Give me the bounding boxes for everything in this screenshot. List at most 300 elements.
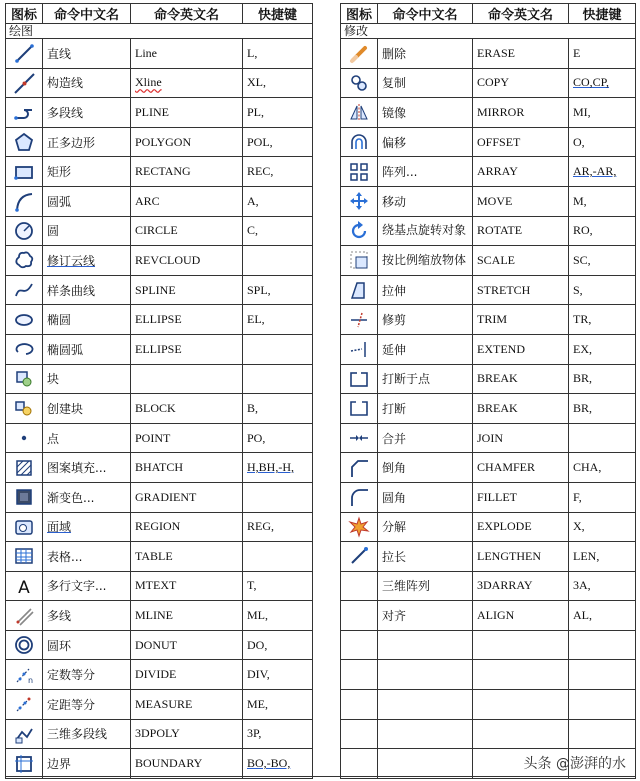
cn-name-cell [43, 571, 131, 601]
shortcut-cell-text: BR, [573, 371, 593, 386]
cn-name-cell [378, 453, 473, 483]
en-name-cell-text: REVCLOUD [135, 252, 201, 267]
cn-name-cell-text: 修剪 [382, 313, 407, 328]
icon-cell [341, 364, 378, 394]
gradient-icon [13, 486, 35, 508]
shortcut-cell-text: EL, [247, 312, 265, 327]
cn-name-cell-text: 合并 [382, 431, 407, 446]
cn-name-cell-text: 打断 [382, 401, 407, 416]
ellipse-arc-icon [13, 338, 35, 360]
cn-name-cell [378, 719, 473, 749]
shortcut-cell [243, 690, 313, 720]
en-name-cell-text: RECTANG [135, 164, 191, 179]
shortcut-cell-text: REC, [247, 164, 274, 179]
icon-cell [6, 39, 43, 69]
en-name-cell-text: ELLIPSE [135, 341, 182, 356]
cn-name-cell-text: 定距等分 [47, 697, 96, 712]
cn-name-cell [378, 246, 473, 276]
en-name-cell-text: EXPLODE [477, 519, 532, 534]
table-row [6, 601, 313, 631]
point-icon [13, 427, 35, 449]
cn-name-cell-text: 定数等分 [47, 668, 96, 683]
icon-cell [341, 719, 378, 749]
divide-icon [13, 664, 35, 686]
shortcut-cell-text: BO,-BO, [247, 756, 291, 771]
table-icon [13, 545, 35, 567]
table-row [6, 186, 313, 216]
cn-name-cell-text: 多线 [47, 609, 72, 624]
cn-name-cell [378, 186, 473, 216]
table-row [6, 749, 313, 779]
icon-cell [6, 630, 43, 660]
icon-cell [341, 512, 378, 542]
en-name-cell-text: MIRROR [477, 104, 525, 119]
region-icon [13, 516, 35, 538]
shortcut-cell-text: 3P, [247, 726, 262, 741]
table-row [6, 68, 313, 98]
shortcut-cell [569, 660, 636, 690]
shortcut-cell [243, 334, 313, 364]
cn-name-cell-text: 块 [47, 372, 60, 387]
shortcut-cell [243, 660, 313, 690]
shortcut-cell [243, 749, 313, 779]
en-name-cell [131, 601, 243, 631]
cn-name-cell [43, 186, 131, 216]
right-command-table [340, 3, 636, 779]
shortcut-cell [569, 512, 636, 542]
en-name-cell [131, 98, 243, 128]
break-at-point-icon [348, 368, 370, 390]
icon-cell [6, 423, 43, 453]
circle-icon [13, 220, 35, 242]
icon-cell [341, 601, 378, 631]
header-en-name: 命令英文名 [131, 4, 243, 24]
spline-icon [13, 279, 35, 301]
svg-text:A: A [18, 577, 30, 597]
en-name-cell-text: ALIGN [477, 608, 515, 623]
create-block-icon [13, 397, 35, 419]
cn-name-cell [43, 749, 131, 779]
cn-name-cell [378, 690, 473, 720]
en-name-cell [473, 157, 569, 187]
table-row [6, 542, 313, 572]
en-name-cell [131, 334, 243, 364]
table-row [6, 719, 313, 749]
table-row [341, 246, 636, 276]
en-name-cell [473, 186, 569, 216]
cn-name-cell [43, 719, 131, 749]
cn-name-cell [378, 68, 473, 98]
icon-cell [341, 246, 378, 276]
cn-name-cell [378, 275, 473, 305]
en-name-cell [131, 482, 243, 512]
en-name-cell-text: ERASE [477, 45, 516, 60]
en-name-cell [473, 512, 569, 542]
table-row [6, 157, 313, 187]
shortcut-cell [569, 246, 636, 276]
shortcut-cell-text: CO,CP, [573, 75, 610, 90]
table-row [6, 512, 313, 542]
shortcut-cell [243, 571, 313, 601]
cn-name-cell-text: 椭圆弧 [47, 342, 84, 357]
en-name-cell-text: Line [135, 45, 157, 60]
icon-cell [6, 68, 43, 98]
cn-name-cell [378, 423, 473, 453]
shortcut-cell-text: C, [247, 223, 259, 238]
shortcut-cell [243, 482, 313, 512]
icon-cell [6, 542, 43, 572]
cn-name-cell-text: 圆弧 [47, 194, 72, 209]
cn-name-cell-text: 偏移 [382, 135, 407, 150]
shortcut-cell [569, 275, 636, 305]
en-name-cell [131, 690, 243, 720]
shortcut-cell-text: L, [247, 45, 258, 60]
icon-cell [6, 394, 43, 424]
table-row [6, 216, 313, 246]
en-name-cell-text: SPLINE [135, 282, 176, 297]
en-name-cell-text: 3DPOLY [135, 726, 180, 741]
en-name-cell-text: 3DARRAY [477, 578, 533, 593]
trim-icon [348, 309, 370, 331]
fillet-icon [348, 486, 370, 508]
en-name-cell [131, 542, 243, 572]
en-name-cell [473, 542, 569, 572]
table-row [6, 690, 313, 720]
shortcut-cell [569, 482, 636, 512]
icon-cell [341, 305, 378, 335]
table-row [341, 482, 636, 512]
en-name-cell-text: MLINE [135, 608, 173, 623]
en-name-cell-text: CHAMFER [477, 460, 536, 475]
en-name-cell-text: MOVE [477, 193, 513, 208]
icon-cell [6, 482, 43, 512]
cn-name-cell-text: 创建块 [47, 401, 84, 416]
header-en-name: 命令英文名 [473, 4, 569, 24]
cn-name-cell [43, 542, 131, 572]
cn-name-cell [43, 127, 131, 157]
en-name-cell-text: CIRCLE [135, 223, 178, 238]
shortcut-cell-text: REG, [247, 519, 274, 534]
table-row [6, 246, 313, 276]
chamfer-icon [348, 457, 370, 479]
en-name-cell [131, 571, 243, 601]
cn-name-cell-text: 椭圆 [47, 313, 72, 328]
table-row [341, 630, 636, 660]
shortcut-cell-text: BR, [573, 400, 593, 415]
en-name-cell [473, 68, 569, 98]
revcloud-icon [13, 249, 35, 271]
line-icon [13, 42, 35, 64]
cn-name-cell [43, 453, 131, 483]
en-name-cell [473, 246, 569, 276]
shortcut-cell-text: AL, [573, 608, 592, 623]
table-row [341, 39, 636, 69]
en-name-cell [473, 690, 569, 720]
icon-cell [6, 275, 43, 305]
cn-name-cell [378, 98, 473, 128]
en-name-cell-text: STRETCH [477, 282, 531, 297]
shortcut-cell-text: RO, [573, 223, 593, 238]
en-name-cell-text: ARRAY [477, 164, 518, 179]
en-name-cell [131, 216, 243, 246]
en-name-cell [473, 571, 569, 601]
icon-cell [341, 453, 378, 483]
shortcut-cell-text: O, [573, 134, 585, 149]
cn-name-cell-text: 多行文字... [47, 579, 107, 594]
icon-cell [341, 98, 378, 128]
cn-name-cell [43, 216, 131, 246]
table-row [341, 275, 636, 305]
svg-text:n: n [28, 675, 34, 685]
en-name-cell-text: SCALE [477, 252, 516, 267]
shortcut-cell [243, 542, 313, 572]
icon-cell [6, 719, 43, 749]
shortcut-cell [243, 186, 313, 216]
en-name-cell-text: MEASURE [135, 696, 193, 711]
cn-name-cell-text: 镜像 [382, 105, 407, 120]
section-row [341, 24, 636, 39]
icon-cell [6, 364, 43, 394]
en-name-cell-text: FILLET [477, 489, 517, 504]
icon-cell [6, 98, 43, 128]
en-name-cell [131, 246, 243, 276]
table-row [6, 127, 313, 157]
table-row [341, 423, 636, 453]
en-name-cell [473, 453, 569, 483]
cn-name-cell [43, 246, 131, 276]
shortcut-cell [243, 39, 313, 69]
en-name-cell [131, 749, 243, 779]
en-name-cell [131, 512, 243, 542]
shortcut-cell [243, 98, 313, 128]
cn-name-cell-text: 对齐 [382, 609, 407, 624]
cn-name-cell-text: 圆角 [382, 490, 407, 505]
shortcut-cell-text: S, [573, 282, 583, 297]
bottom-border [5, 776, 635, 777]
en-name-cell-text: EXTEND [477, 341, 525, 356]
en-name-cell-text: REGION [135, 519, 181, 534]
en-name-cell-text: BREAK [477, 371, 518, 386]
move-icon [348, 190, 370, 212]
table-row [6, 305, 313, 335]
table-row [341, 542, 636, 572]
shortcut-cell [569, 39, 636, 69]
table-row [6, 660, 313, 690]
icon-cell [6, 512, 43, 542]
cn-name-cell-text: 点 [47, 431, 60, 446]
en-name-cell-text: PLINE [135, 104, 169, 119]
shortcut-cell [243, 453, 313, 483]
3dpoly-icon [13, 723, 35, 745]
table-row [341, 334, 636, 364]
en-name-cell-text: BOUNDARY [135, 756, 203, 771]
icon-cell [341, 749, 378, 779]
icon-cell [341, 275, 378, 305]
icon-cell [341, 39, 378, 69]
en-name-cell [473, 127, 569, 157]
shortcut-cell-text: XL, [247, 75, 266, 90]
cn-name-cell [43, 690, 131, 720]
en-name-cell [131, 275, 243, 305]
icon-cell [341, 630, 378, 660]
cn-name-cell-text: 绕基点旋转对象 [382, 223, 467, 238]
shortcut-cell [569, 453, 636, 483]
watermark: 头条 @澎湃的水 [523, 756, 626, 772]
en-name-cell-text: TRIM [477, 312, 507, 327]
icon-cell [341, 216, 378, 246]
header-cn-name: 命令中文名 [43, 4, 131, 24]
cn-name-cell [43, 660, 131, 690]
header-shortcut: 快捷键 [243, 4, 313, 24]
icon-cell [341, 157, 378, 187]
cn-name-cell [378, 571, 473, 601]
cn-name-cell [378, 660, 473, 690]
en-name-cell [131, 453, 243, 483]
en-name-cell-text: ROTATE [477, 223, 523, 238]
shortcut-cell-text: T, [247, 578, 257, 593]
cn-name-cell-text: 三维阵列 [382, 579, 431, 594]
icon-cell [6, 186, 43, 216]
table-row [6, 571, 313, 601]
xline-icon [13, 72, 35, 94]
shortcut-cell-text: SPL, [247, 282, 271, 297]
cn-name-cell [43, 630, 131, 660]
en-name-cell [473, 98, 569, 128]
en-name-cell [473, 216, 569, 246]
en-name-cell-text: DONUT [135, 637, 177, 652]
shortcut-cell [569, 216, 636, 246]
boundary-icon [13, 753, 35, 775]
shortcut-cell [243, 719, 313, 749]
en-name-cell-text: JOIN [477, 430, 503, 445]
polygon-icon [13, 131, 35, 153]
en-name-cell-text: TABLE [135, 548, 173, 563]
shortcut-cell [569, 571, 636, 601]
cn-name-cell-text: 圆环 [47, 638, 72, 653]
en-name-cell [473, 305, 569, 335]
table-row [341, 394, 636, 424]
cn-name-cell-text: 延伸 [382, 342, 407, 357]
shortcut-cell [569, 542, 636, 572]
shortcut-cell-text: B, [247, 400, 259, 415]
shortcut-cell [243, 423, 313, 453]
en-name-cell [131, 660, 243, 690]
header-cn-name: 命令中文名 [378, 4, 473, 24]
cn-name-cell [43, 482, 131, 512]
icon-cell [341, 68, 378, 98]
en-name-cell-text: DIVIDE [135, 667, 177, 682]
en-name-cell [131, 364, 243, 394]
shortcut-cell [569, 630, 636, 660]
icon-cell [6, 749, 43, 779]
en-name-cell [131, 305, 243, 335]
cn-name-cell [378, 364, 473, 394]
en-name-cell-text: OFFSET [477, 134, 521, 149]
table-row [341, 98, 636, 128]
en-name-cell [473, 39, 569, 69]
table-row [6, 364, 313, 394]
cn-name-cell [378, 601, 473, 631]
insert-block-icon [13, 368, 35, 390]
cn-name-cell-text: 修订云线 [47, 253, 96, 268]
shortcut-cell-text: PO, [247, 430, 266, 445]
table-row [341, 305, 636, 335]
cn-name-cell [378, 482, 473, 512]
scale-icon [348, 249, 370, 271]
shortcut-cell-text: H,BH,-H, [247, 460, 294, 475]
shortcut-cell-text: MI, [573, 104, 591, 119]
cn-name-cell-text: 拉伸 [382, 283, 407, 298]
en-name-cell-text: BREAK [477, 400, 518, 415]
mtext-icon [13, 575, 35, 597]
ellipse-icon [13, 309, 35, 331]
table-row [341, 453, 636, 483]
table-row [341, 719, 636, 749]
en-name-cell [131, 394, 243, 424]
shortcut-cell-text: CHA, [573, 460, 602, 475]
table-row [341, 512, 636, 542]
header-icon: 图标 [6, 4, 43, 24]
cn-name-cell-text: 构造线 [47, 76, 84, 91]
hatch-icon [13, 457, 35, 479]
cn-name-cell [43, 394, 131, 424]
shortcut-cell [569, 68, 636, 98]
cn-name-cell [43, 157, 131, 187]
shortcut-cell [243, 630, 313, 660]
shortcut-cell-text: TR, [573, 312, 592, 327]
en-name-cell-text: GRADIENT [135, 489, 197, 504]
icon-cell [341, 690, 378, 720]
shortcut-cell [243, 364, 313, 394]
cn-name-cell [43, 334, 131, 364]
icon-cell [6, 690, 43, 720]
shortcut-cell-text: LEN, [573, 548, 600, 563]
en-name-cell [131, 719, 243, 749]
offset-icon [348, 131, 370, 153]
shortcut-cell [569, 394, 636, 424]
en-name-cell [131, 39, 243, 69]
table-row [341, 601, 636, 631]
en-name-cell-text: COPY [477, 75, 510, 90]
icon-cell [6, 601, 43, 631]
cn-name-cell [43, 39, 131, 69]
en-name-cell [473, 660, 569, 690]
icon-cell [341, 542, 378, 572]
cn-name-cell-text: 删除 [382, 46, 407, 61]
cn-name-cell-text: 倒角 [382, 461, 407, 476]
icon-cell [6, 334, 43, 364]
icon-cell [341, 127, 378, 157]
icon-cell [341, 660, 378, 690]
cn-name-cell-text: 边界 [47, 757, 72, 772]
shortcut-cell [569, 157, 636, 187]
cn-name-cell [378, 542, 473, 572]
section-row [6, 24, 313, 39]
table-row [6, 630, 313, 660]
mirror-icon [348, 101, 370, 123]
en-name-cell [473, 719, 569, 749]
cn-name-cell [43, 305, 131, 335]
icon-cell [341, 571, 378, 601]
icon-cell [341, 423, 378, 453]
icon-cell [6, 216, 43, 246]
cn-name-cell [378, 127, 473, 157]
pline-icon [13, 101, 35, 123]
en-name-cell [473, 334, 569, 364]
table-row [341, 690, 636, 720]
shortcut-cell-text: E [573, 45, 581, 60]
shortcut-cell [243, 275, 313, 305]
